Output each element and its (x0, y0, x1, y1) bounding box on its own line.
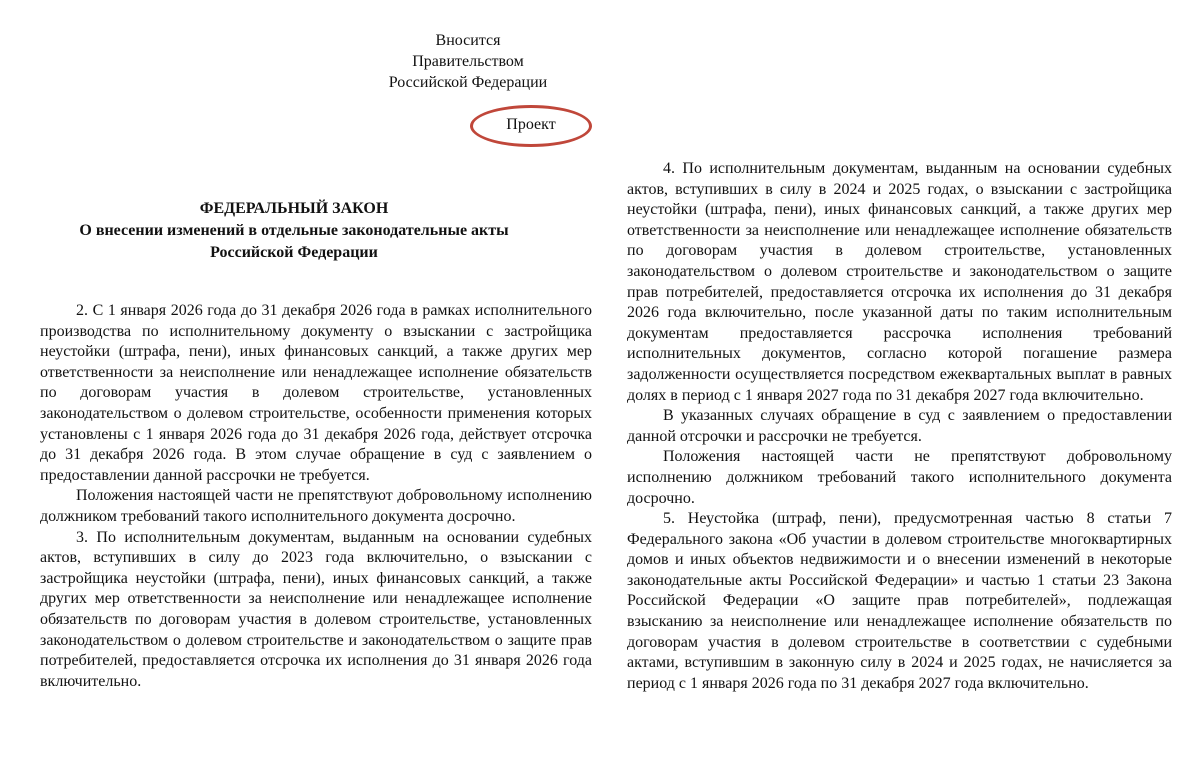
paragraph: Положения настоящей части не препятствуют добровольному исполнению должником требований такого исполнительного документа досрочно. (40, 487, 592, 525)
paragraph: 4. По исполнительным документам, выданным на основании судебных актов, вступивших в силу в 2024 и 2025 годах, о взыскании с застройщика неустойки (штрафа, пени), иных финансовых санкций, а также других мер ответственности за неисполнение или ненадлежащее исполнение обязательств по договорам участия в долевом строительстве, установленных законодательством о долевом строительстве и законодательством о защите прав потребителей, предоставляется отсрочка их исполнения до 31 декабря 2026 года включительно, после указанной даты по таким исполнительным документам предоставляется рассрочка исполнения требований исполнительных документов, согласно которой погашение размера задолженности осуществляется посредством ежеквартальных выплат в равных долях в период с 1 января 2027 года по 31 декабря 2027 года включительно. (627, 160, 1172, 404)
submission-line-2: Правительством (412, 53, 524, 70)
submission-note (360, 30, 576, 93)
law-title-line-3: Российской Федерации (210, 244, 378, 261)
submission-line-1: Вносится (435, 32, 501, 49)
draft-stamp (470, 105, 592, 147)
paragraph: В указанных случаях обращение в суд с заявлением о предоставлении данной отсрочки и рассрочки не требуется. (627, 407, 1172, 445)
paragraph: Положения настоящей части не препятствуют добровольному исполнению должником требований такого исполнительного документа досрочно. (627, 448, 1172, 507)
left-column (40, 301, 592, 692)
draft-label: Проект (506, 116, 556, 133)
submission-line-3: Российской Федерации (388, 74, 548, 91)
law-title (0, 198, 588, 264)
law-title-line-1: ФЕДЕРАЛЬНЫЙ ЗАКОН (199, 200, 389, 217)
paragraph: 2. С 1 января 2026 года до 31 декабря 2026 года в рамках исполнительного производства по исполнительному документу о взыскании с застройщика неустойки (штрафа, пени), иных финансовых санкций, а также других мер ответственности за неисполнение или ненадлежащее исполнение обязательств по договорам участия в долевом строительстве, установленных законодательством о долевом строительстве, особенности применения которых установлены с 1 января 2026 года до 31 декабря 2026 года, действует отсрочка до 31 декабря 2026 года. В этом случае обращение в суд с заявлением о предоставлении данной рассрочки не требуется. (40, 302, 592, 484)
paragraph: 5. Неустойка (штраф, пени), предусмотренная частью 8 статьи 7 Федерального закона «Об участии в долевом строительстве многоквартирных домов и иных объектов недвижимости и о внесении изменений в некоторые законодательные акты Российской Федерации» и частью 1 статьи 23 Закона Российской Федерации «О защите прав потребителей», подлежащая взысканию за неисполнение или ненадлежащее исполнение обязательств по договорам участия в долевом строительстве в соответствии с судебными актами, вступившим в законную силу в 2024 и 2025 годах, не начисляется за период с 1 января 2026 года по 31 декабря 2027 года включительно. (627, 510, 1172, 692)
law-title-line-2: О внесении изменений в отдельные законодательные акты (79, 222, 509, 239)
paragraph: 3. По исполнительным документам, выданным на основании судебных актов, вступивших в силу до 2023 года включительно, о взыскании с застройщика неустойки (штрафа, пени), иных финансовых санкций, а также других мер ответственности за неисполнение или ненадлежащее исполнение обязательств по договорам участия в долевом строительстве, установленных законодательством о долевом строительстве и законодательством о защите прав потребителей, предоставляется отсрочка их исполнения до 31 января 2026 года включительно. (40, 528, 592, 690)
right-column (627, 159, 1172, 694)
